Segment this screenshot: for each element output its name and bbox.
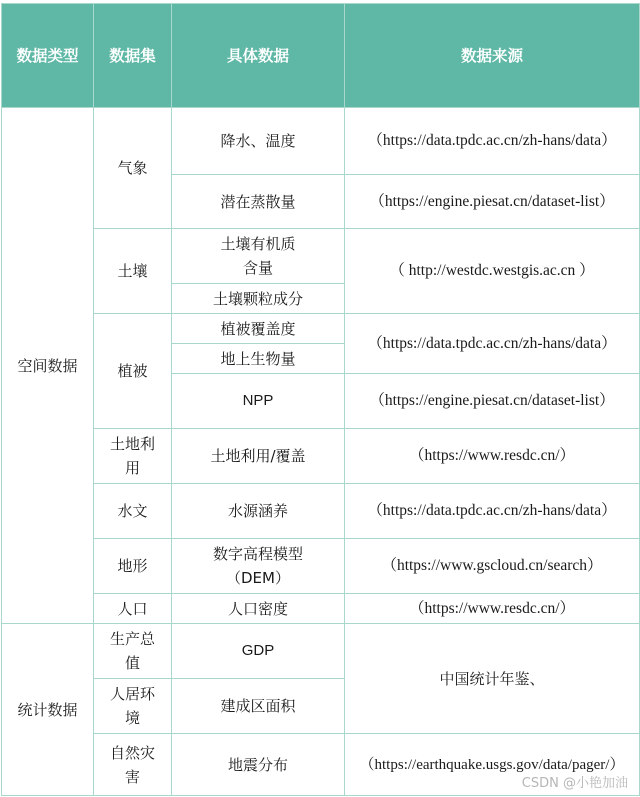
item-gdp: GDP [172, 624, 345, 679]
header-data-type: 数据类型 [2, 4, 94, 108]
item-dem: 数字高程模型（DEM） [172, 539, 345, 594]
dataset-disaster: 自然灾害 [94, 734, 172, 796]
source-resdc: （https://www.resdc.cn/） [345, 429, 640, 484]
source-gscloud: （https://www.gscloud.cn/search） [345, 539, 640, 594]
header-dataset: 数据集 [94, 4, 172, 108]
item-water-conservation: 水源涵养 [172, 484, 345, 539]
table-row [2, 539, 640, 594]
item-built-area: 建成区面积 [172, 679, 345, 734]
table-row [2, 484, 640, 539]
source-tpdc: （https://data.tpdc.ac.cn/zh-hans/data） [345, 108, 640, 175]
table-row [2, 229, 640, 284]
dataset-gdp-total: 生产总值 [94, 624, 172, 679]
table-row [2, 429, 640, 484]
header-specific-data: 具体数据 [172, 4, 345, 108]
table-row [2, 624, 640, 679]
dataset-climate: 气象 [94, 108, 172, 229]
dataset-soil: 土壤 [94, 229, 172, 314]
dataset-vegetation: 植被 [94, 314, 172, 429]
source-resdc: （https://www.resdc.cn/） [345, 594, 640, 624]
item-soil-organic: 土壤有机质含量 [172, 229, 345, 284]
item-precip-temp: 降水、温度 [172, 108, 345, 175]
item-npp: NPP [172, 374, 345, 429]
table-header-row [2, 4, 640, 108]
dataset-hydrology: 水文 [94, 484, 172, 539]
source-westdc: （ http://westdc.westgis.ac.cn ） [345, 229, 640, 314]
source-yearbook: 中国统计年鉴、 [345, 624, 640, 734]
item-quake: 地震分布 [172, 734, 345, 796]
watermark: CSDN @小艳加油 [521, 776, 628, 791]
source-tpdc: （https://data.tpdc.ac.cn/zh-hans/data） [345, 484, 640, 539]
data-source-table [1, 3, 640, 796]
item-evapotrans: 潜在蒸散量 [172, 175, 345, 229]
table-row [2, 594, 640, 624]
header-data-source: 数据来源 [345, 4, 640, 108]
source-piesat: （https://engine.piesat.cn/dataset-list） [345, 374, 640, 429]
source-piesat: （https://engine.piesat.cn/dataset-list） [345, 175, 640, 229]
item-veg-cover: 植被覆盖度 [172, 314, 345, 344]
dataset-habitat: 人居环境 [94, 679, 172, 734]
dataset-terrain: 地形 [94, 539, 172, 594]
dataset-population: 人口 [94, 594, 172, 624]
source-tpdc: （https://data.tpdc.ac.cn/zh-hans/data） [345, 314, 640, 374]
item-landuse-cover: 土地利用/覆盖 [172, 429, 345, 484]
item-soil-particle: 土壤颗粒成分 [172, 284, 345, 314]
group-statistical: 统计数据 [2, 624, 94, 796]
item-biomass: 地上生物量 [172, 344, 345, 374]
source-usgs: （https://earthquake.usgs.gov/data/pager/） [345, 734, 640, 796]
table-row [2, 108, 640, 175]
group-spatial: 空间数据 [2, 108, 94, 624]
table-row [2, 314, 640, 344]
item-pop-density: 人口密度 [172, 594, 345, 624]
dataset-landuse: 土地利用 [94, 429, 172, 484]
